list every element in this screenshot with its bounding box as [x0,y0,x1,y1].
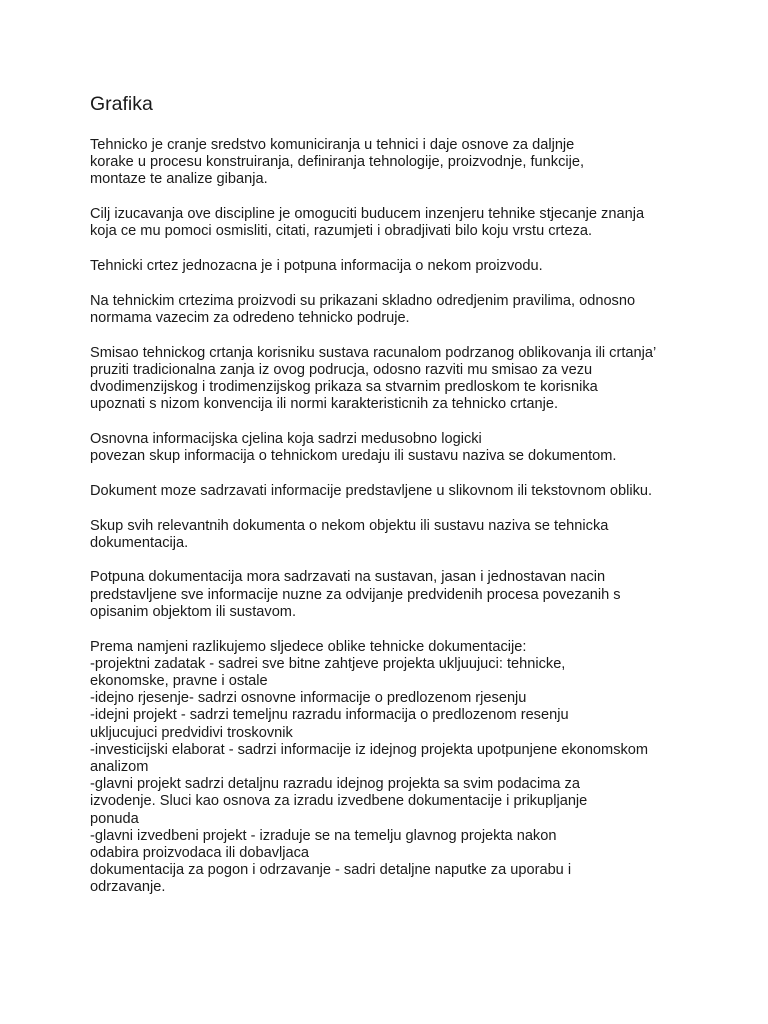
paragraph [90,431,710,465]
text-line: -idejno rjesenje- sadrzi osnovne informacije o predlozenom rjesenju [90,690,527,707]
text-line: analizom [90,758,149,775]
text-line: ukljucujuci predvidivi troskovnik [90,724,293,741]
text-line: predstavljene sve informacije nuzne za odvijanje predvidenih procesa povezanih s [90,586,621,603]
text-line: -glavni izvedbeni projekt - izraduje se na temelju glavnog projekta nakon [90,827,557,844]
text-line: odrzavanje. [90,879,166,896]
text-line: Tehnicki crtez jednozacna je i potpuna informacija o nekom proizvodu. [90,258,543,275]
text-line: -projektni zadatak - sadrei sve bitne zahtjeve projekta ukljuujuci: tehnicke, [90,655,566,672]
paragraph [90,483,710,500]
text-line: ekonomske, pravne i ostale [90,672,268,689]
text-line: montaze te analize gibanja. [90,171,268,188]
text-line: upoznati s nizom konvencija ili normi karakteristicnih za tehnicko crtanje. [90,396,559,413]
text-line: -glavni projekt sadrzi detaljnu razradu idejnog projekta sa svim podacima za [90,776,580,793]
text-line: -investicijski elaborat - sadrzi informacije iz idejnog projekta upotpunjene ekonomskom [90,741,649,758]
text-line: ponuda [90,810,139,827]
paragraph [90,206,710,240]
text-line: koja ce mu pomoci osmisliti, citati, razumjeti i obradjivati bilo koju vrstu crteza. [90,223,593,240]
text-line: Dokument moze sadrzavati informacije predstavljene u slikovnom ili tekstovnom obliku. [90,482,653,499]
document-content [90,92,710,914]
paragraph-list [90,137,710,897]
paragraph [90,518,710,552]
paragraph [90,293,710,327]
text-line: odabira proizvodaca ili dobavljaca [90,845,310,861]
document-title: Grafika [90,93,153,115]
paragraph [90,258,710,275]
text-line: dvodimenzijskog i trodimenzijskog prikaza sa stvarnim predloskom te korisnika [90,379,598,396]
text-line: Cilj izucavanja ove discipline je omoguciti buducem inzenjeru tehnike stjecanje znanja [90,206,645,223]
text-line: Osnovna informacijska cjelina koja sadrzi medusobno logicki [90,430,482,447]
text-line: opisanim objektom ili sustavom. [90,603,297,620]
text-line: Skup svih relevantnih dokumenta o nekom objektu ili sustavu naziva se tehnicka [90,517,609,534]
paragraph [90,345,710,414]
paragraph [90,569,710,621]
text-line: Na tehnickim crtezima proizvodi su prikazani skladno odredjenim pravilima, odnosno [90,292,636,309]
text-line: dokumentacija. [90,534,189,551]
text-line: -idejni projekt - sadrzi temeljnu razradu informacija o predlozenom resenju [90,707,569,724]
text-line: izvodenje. Sluci kao osnova za izradu izvedbene dokumentacije i prikupljanje [90,793,588,810]
text-line: povezan skup informacija o tehnickom uredaju ili sustavu naziva se dokumentom. [90,448,617,465]
text-line: pruziti tradicionalna zanja iz ovog podrucja, odosno razviti mu smisao za vezu [90,361,593,378]
text-line: normama vazecim za odredeno tehnicko podruje. [90,309,410,326]
text-line: korake u procesu konstruiranja, definiranja tehnologije, proizvodnje, funkcije, [90,154,585,171]
text-line: Tehnicko je cranje sredstvo komuniciranja u tehnici i daje osnove za daljnje [90,137,575,153]
text-line: Smisao tehnickog crtanja korisniku sustava racunalom podrzanog oblikovanja ili crtanja’ [90,344,657,361]
text-line: Potpuna dokumentacija mora sadrzavati na sustavan, jasan i jednostavan nacin [90,569,606,586]
paragraph [90,639,710,897]
paragraph [90,137,710,189]
text-line: Prema namjeni razlikujemo sljedece oblike tehnicke dokumentacije: [90,638,527,655]
text-line: dokumentacija za pogon i odrzavanje - sadri detaljne naputke za uporabu i [90,862,572,879]
